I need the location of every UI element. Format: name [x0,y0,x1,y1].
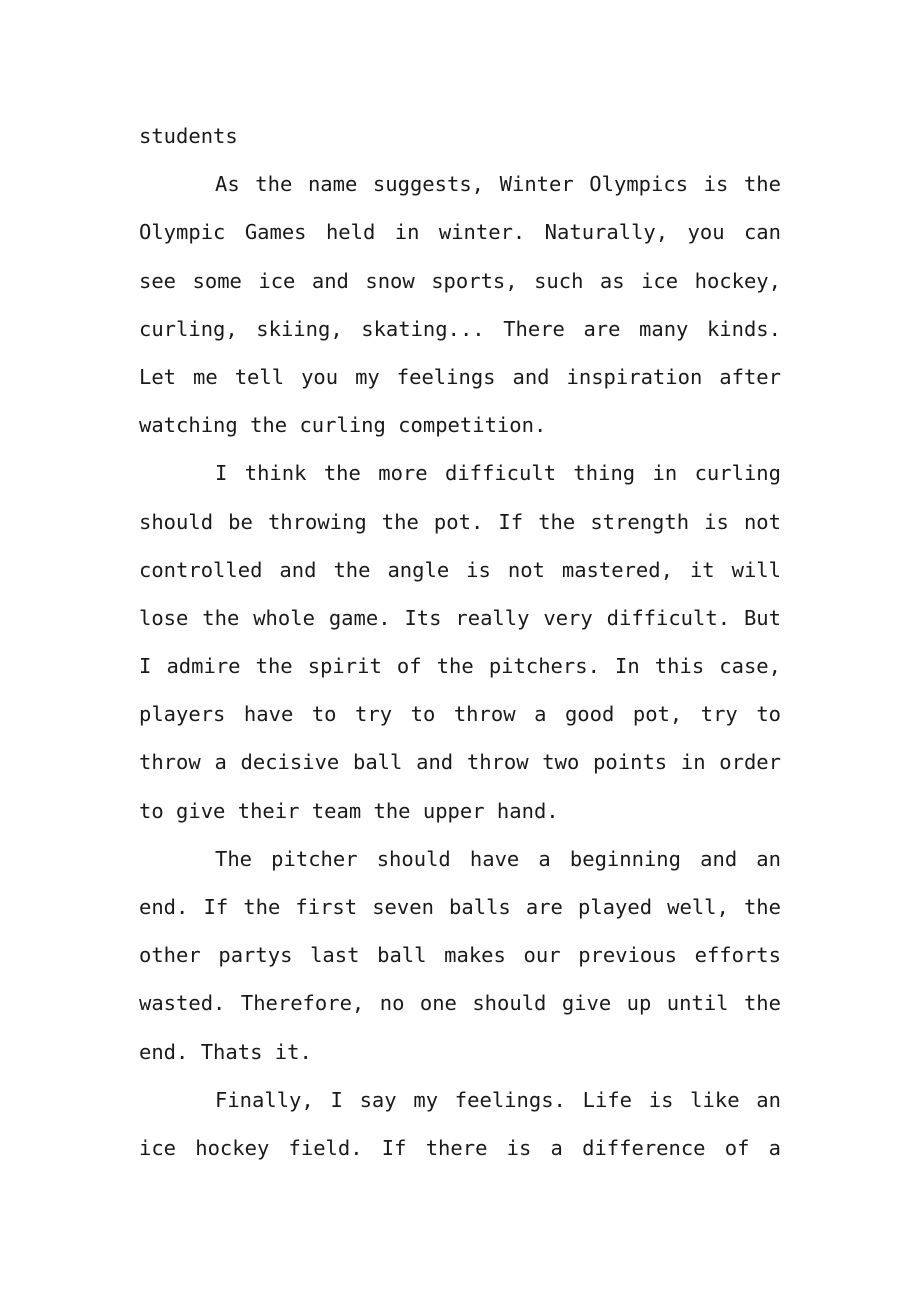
text-line: As the name suggests, Winter Olympics is the [215,172,781,197]
text-line: Olympic Games held in winter. Naturally, you can [139,220,781,245]
paragraph [139,449,781,835]
text-line: I admire the spirit of the pitchers. In this case, [139,654,781,679]
text-line: see some ice and snow sports, such as ice hockey, [139,268,781,293]
paragraph [139,160,781,449]
text-line: to give their team the upper hand. [139,798,559,823]
text-line: other partys last ball makes our previous efforts [139,943,781,968]
paragraph [139,112,781,160]
text-line: watching the curling competition. [139,413,547,438]
text-line: ice hockey field. If there is a difference of a [139,1135,781,1160]
text-line: controlled and the angle is not mastered, it will [139,557,781,582]
paragraph [139,1076,781,1172]
text-line: I think the more difficult thing in curling [215,461,781,486]
document-body [139,112,781,1172]
text-line: end. Thats it. [139,1039,312,1064]
text-line: should be throwing the pot. If the strength is not [139,509,781,534]
text-line: Let me tell you my feelings and inspiration after [139,364,781,389]
text-line: The pitcher should have a beginning and an [215,846,781,871]
text-line: end. If the first seven balls are played well, the [139,895,781,919]
text-line: lose the whole game. Its really very difficult. But [139,605,781,630]
text-line: Finally, I say my feelings. Life is like an [215,1087,781,1112]
text-line: students [139,124,238,148]
paragraph [139,835,781,1076]
text-line: wasted. Therefore, no one should give up until the [139,991,781,1016]
text-line: curling, skiing, skating... There are many kinds. [139,316,781,341]
text-line: throw a decisive ball and throw two points in order [139,750,781,775]
text-line: players have to try to throw a good pot, try to [139,702,781,727]
